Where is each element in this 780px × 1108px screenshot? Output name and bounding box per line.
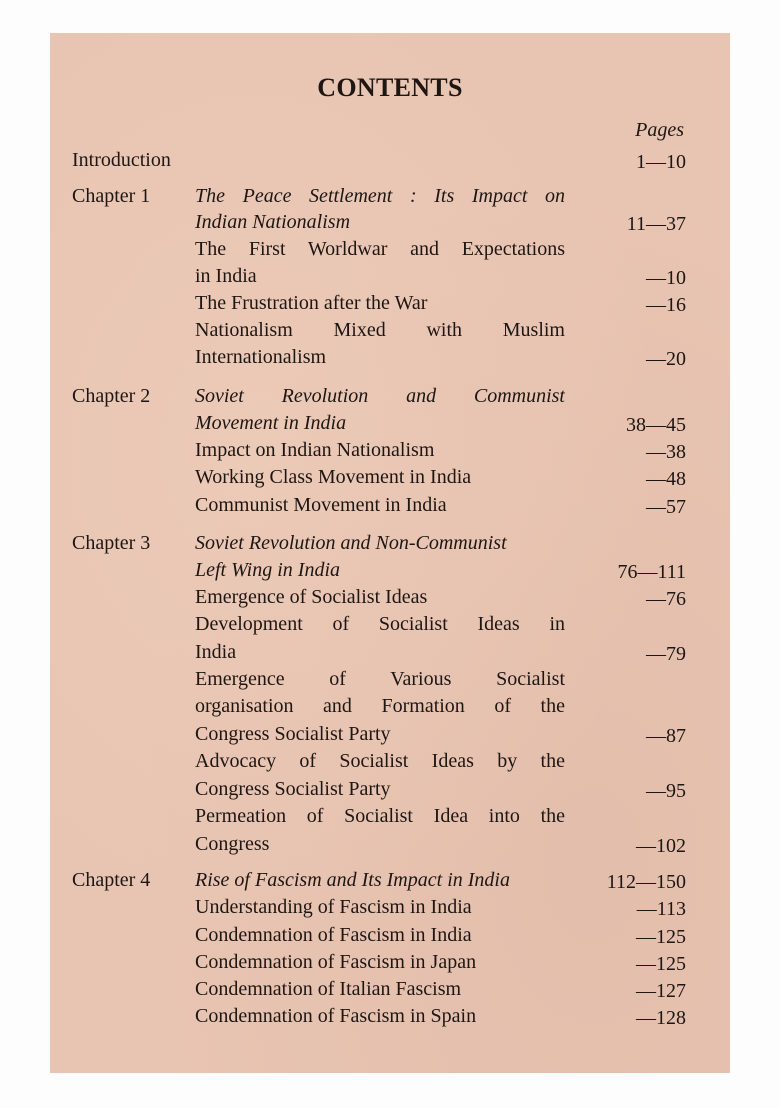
toc-line bbox=[50, 776, 730, 803]
page-number: —20 bbox=[646, 348, 686, 370]
section-title: The Frustration after the War bbox=[195, 292, 428, 314]
section-title: Congress bbox=[195, 833, 270, 855]
section-title: Development of Socialist Ideas in bbox=[195, 613, 565, 635]
page-number: —95 bbox=[646, 780, 686, 802]
section-title: Congress Socialist Party bbox=[195, 778, 391, 800]
section-title: Emergence of Socialist Ideas bbox=[195, 586, 428, 608]
toc-line bbox=[50, 831, 730, 858]
page-number: —10 bbox=[646, 267, 686, 289]
page-number: 112—150 bbox=[606, 871, 686, 893]
section-title: Emergence of Various Socialist bbox=[195, 668, 565, 690]
pages-column-header: Pages bbox=[635, 119, 684, 141]
toc-line bbox=[50, 748, 730, 775]
page-number: —102 bbox=[636, 835, 686, 857]
entry-label: Chapter 2 bbox=[72, 385, 151, 407]
page-number: —128 bbox=[636, 1007, 686, 1029]
section-title: Communist Movement in India bbox=[195, 494, 447, 516]
section-title: Condemnation of Fascism in India bbox=[195, 924, 472, 946]
toc-line bbox=[50, 209, 730, 236]
toc-line bbox=[50, 410, 730, 437]
section-title: Nationalism Mixed with Muslim bbox=[195, 319, 565, 341]
toc-line bbox=[50, 317, 730, 344]
toc-line bbox=[50, 894, 730, 921]
entry-label: Chapter 4 bbox=[72, 869, 151, 891]
page-number: —48 bbox=[646, 468, 686, 490]
section-title: Advocacy of Socialist Ideas by the bbox=[195, 750, 565, 772]
chapter-title: The Peace Settlement : Its Impact on bbox=[195, 185, 565, 207]
contents-heading: CONTENTS bbox=[317, 73, 463, 102]
toc-line bbox=[50, 666, 730, 693]
toc-line bbox=[50, 584, 730, 611]
section-title: Condemnation of Italian Fascism bbox=[195, 978, 462, 1000]
toc-line bbox=[50, 611, 730, 638]
chapter-title: Rise of Fascism and Its Impact in India bbox=[195, 869, 510, 891]
book-page bbox=[50, 33, 730, 1073]
toc-entry-chapter-4 bbox=[50, 867, 730, 894]
chapter-title: Indian Nationalism bbox=[195, 211, 351, 233]
section-title: in India bbox=[195, 265, 257, 287]
page-number: —125 bbox=[636, 953, 686, 975]
page-number: 11—37 bbox=[626, 213, 686, 235]
entry-label: Introduction bbox=[72, 149, 171, 171]
section-title: Internationalism bbox=[195, 346, 327, 368]
entry-label: Chapter 3 bbox=[72, 532, 151, 554]
page-number: 1—10 bbox=[636, 151, 686, 173]
page-number: —125 bbox=[636, 926, 686, 948]
toc-line bbox=[50, 721, 730, 748]
page-number: —76 bbox=[646, 588, 686, 610]
section-title: organisation and Formation of the bbox=[195, 695, 565, 717]
page-number: —127 bbox=[636, 980, 686, 1002]
chapter-title: Soviet Revolution and Non-Communist bbox=[195, 532, 507, 554]
toc-line bbox=[50, 236, 730, 263]
toc-line bbox=[50, 557, 730, 584]
section-title: Understanding of Fascism in India bbox=[195, 896, 472, 918]
entry-label: Chapter 1 bbox=[72, 185, 151, 207]
toc-line bbox=[50, 437, 730, 464]
toc-line bbox=[50, 976, 730, 1003]
section-title: The First Worldwar and Expectations bbox=[195, 238, 565, 260]
section-title: Impact on Indian Nationalism bbox=[195, 439, 435, 461]
toc-line bbox=[50, 922, 730, 949]
toc-entry-chapter-3 bbox=[50, 530, 730, 557]
page-number: —79 bbox=[646, 643, 686, 665]
toc-line bbox=[50, 290, 730, 317]
toc-line bbox=[50, 639, 730, 666]
toc-line bbox=[50, 492, 730, 519]
toc-line bbox=[50, 1003, 730, 1030]
section-title: Condemnation of Fascism in Spain bbox=[195, 1005, 477, 1027]
toc-line bbox=[50, 803, 730, 830]
section-title: Congress Socialist Party bbox=[195, 723, 391, 745]
page-number: —57 bbox=[646, 496, 686, 518]
page-number: 76—111 bbox=[617, 561, 686, 583]
section-title: Condemnation of Fascism in Japan bbox=[195, 951, 477, 973]
toc-entry-chapter-2 bbox=[50, 383, 730, 410]
page-number: 38—45 bbox=[626, 414, 686, 436]
toc-entry-introduction bbox=[50, 147, 730, 174]
section-title: Working Class Movement in India bbox=[195, 466, 472, 488]
toc-line bbox=[50, 344, 730, 371]
toc-line bbox=[50, 464, 730, 491]
page-number: —16 bbox=[646, 294, 686, 316]
chapter-title: Soviet Revolution and Communist bbox=[195, 385, 565, 407]
toc-line bbox=[50, 949, 730, 976]
section-title: India bbox=[195, 641, 237, 663]
chapter-title: Movement in India bbox=[195, 412, 347, 434]
toc-line bbox=[50, 693, 730, 720]
toc-entry-chapter-1 bbox=[50, 183, 730, 210]
page-number: —87 bbox=[646, 725, 686, 747]
page-number: —38 bbox=[646, 441, 686, 463]
toc-line bbox=[50, 263, 730, 290]
chapter-title: Left Wing in India bbox=[195, 559, 340, 581]
section-title: Permeation of Socialist Idea into the bbox=[195, 805, 565, 827]
page-number: —113 bbox=[636, 898, 686, 920]
